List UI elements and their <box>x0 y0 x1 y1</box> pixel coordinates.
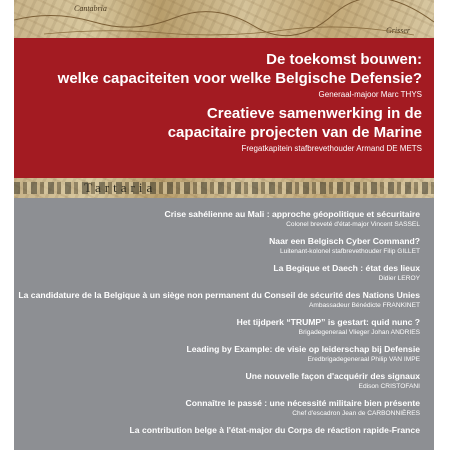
antique-map-middle-strip <box>14 178 434 198</box>
featured-author: Generaal-majoor Marc THYS <box>318 90 422 99</box>
article-title: Connaître le passé : une nécessité militaire bien présente <box>185 398 420 408</box>
article-author: Colonel breveté d'état-major Vincent SASSEL <box>286 221 420 228</box>
article-title: La Begique et Daech : état des lieux <box>273 263 420 273</box>
article-title: Naar een Belgisch Cyber Command? <box>269 236 420 246</box>
map-coastline-decoration <box>14 0 434 38</box>
list-item <box>18 316 420 337</box>
map-label: Grisser <box>386 26 411 35</box>
map-texture <box>14 182 434 194</box>
list-item <box>18 397 420 418</box>
list-item <box>18 235 420 256</box>
list-item <box>18 370 420 391</box>
article-author: Edison CRISTOFANI <box>358 383 420 390</box>
article-author: Chef d'escadron Jean de CARBONNIÈRES <box>292 410 420 417</box>
featured-article <box>24 104 422 154</box>
article-title: Une nouvelle façon d'acquérir des signaux <box>245 371 420 381</box>
article-title: La contribution belge à l'état-major du Corps de réaction rapide-France <box>129 425 420 435</box>
articles-list-panel <box>14 198 434 450</box>
article-list <box>18 208 420 442</box>
article-author: Didier LEROY <box>378 275 420 282</box>
article-author: Luitenant-kolonel stafbrevethouder Filip GILLET <box>279 248 420 255</box>
article-author: Brigadegeneraal Vlieger Johan ANDRIES <box>298 329 420 336</box>
article-author: Ambassadeur Bénédicte FRANKINET <box>308 302 420 309</box>
map-label: Cantabria <box>74 4 107 13</box>
list-item <box>18 289 420 310</box>
featured-title-line: De toekomst bouwen: <box>266 51 422 68</box>
antique-map-top-strip <box>14 0 434 38</box>
list-item <box>18 343 420 364</box>
article-author: Eredbrigadegeneraal Philip VAN IMPE <box>307 356 420 363</box>
article-title: Leading by Example: de visie op leiderschap bij Defensie <box>186 344 420 354</box>
list-item <box>18 208 420 229</box>
article-title: La candidature de la Belgique à un siège non permanent du Conseil de sécurité des Nations Unies <box>18 290 420 300</box>
featured-articles-panel <box>14 38 434 178</box>
featured-title-line: welke capaciteiten voor welke Belgische Defensie? <box>57 70 422 87</box>
list-item <box>18 424 420 436</box>
article-title: Het tijdperk “TRUMP” is gestart: quid nunc ? <box>236 317 420 327</box>
featured-title-line: capacitaire projecten van de Marine <box>167 124 422 141</box>
featured-title-line: Creatieve samenwerking in de <box>206 105 422 122</box>
article-title: Crise sahélienne au Mali : approche géopolitique et sécuritaire <box>164 209 420 219</box>
featured-author: Fregatkapitein stafbrevethouder Armand DE METS <box>241 144 422 153</box>
list-item <box>18 262 420 283</box>
featured-article <box>24 50 422 100</box>
map-strip-text: Tartaria <box>84 180 157 195</box>
